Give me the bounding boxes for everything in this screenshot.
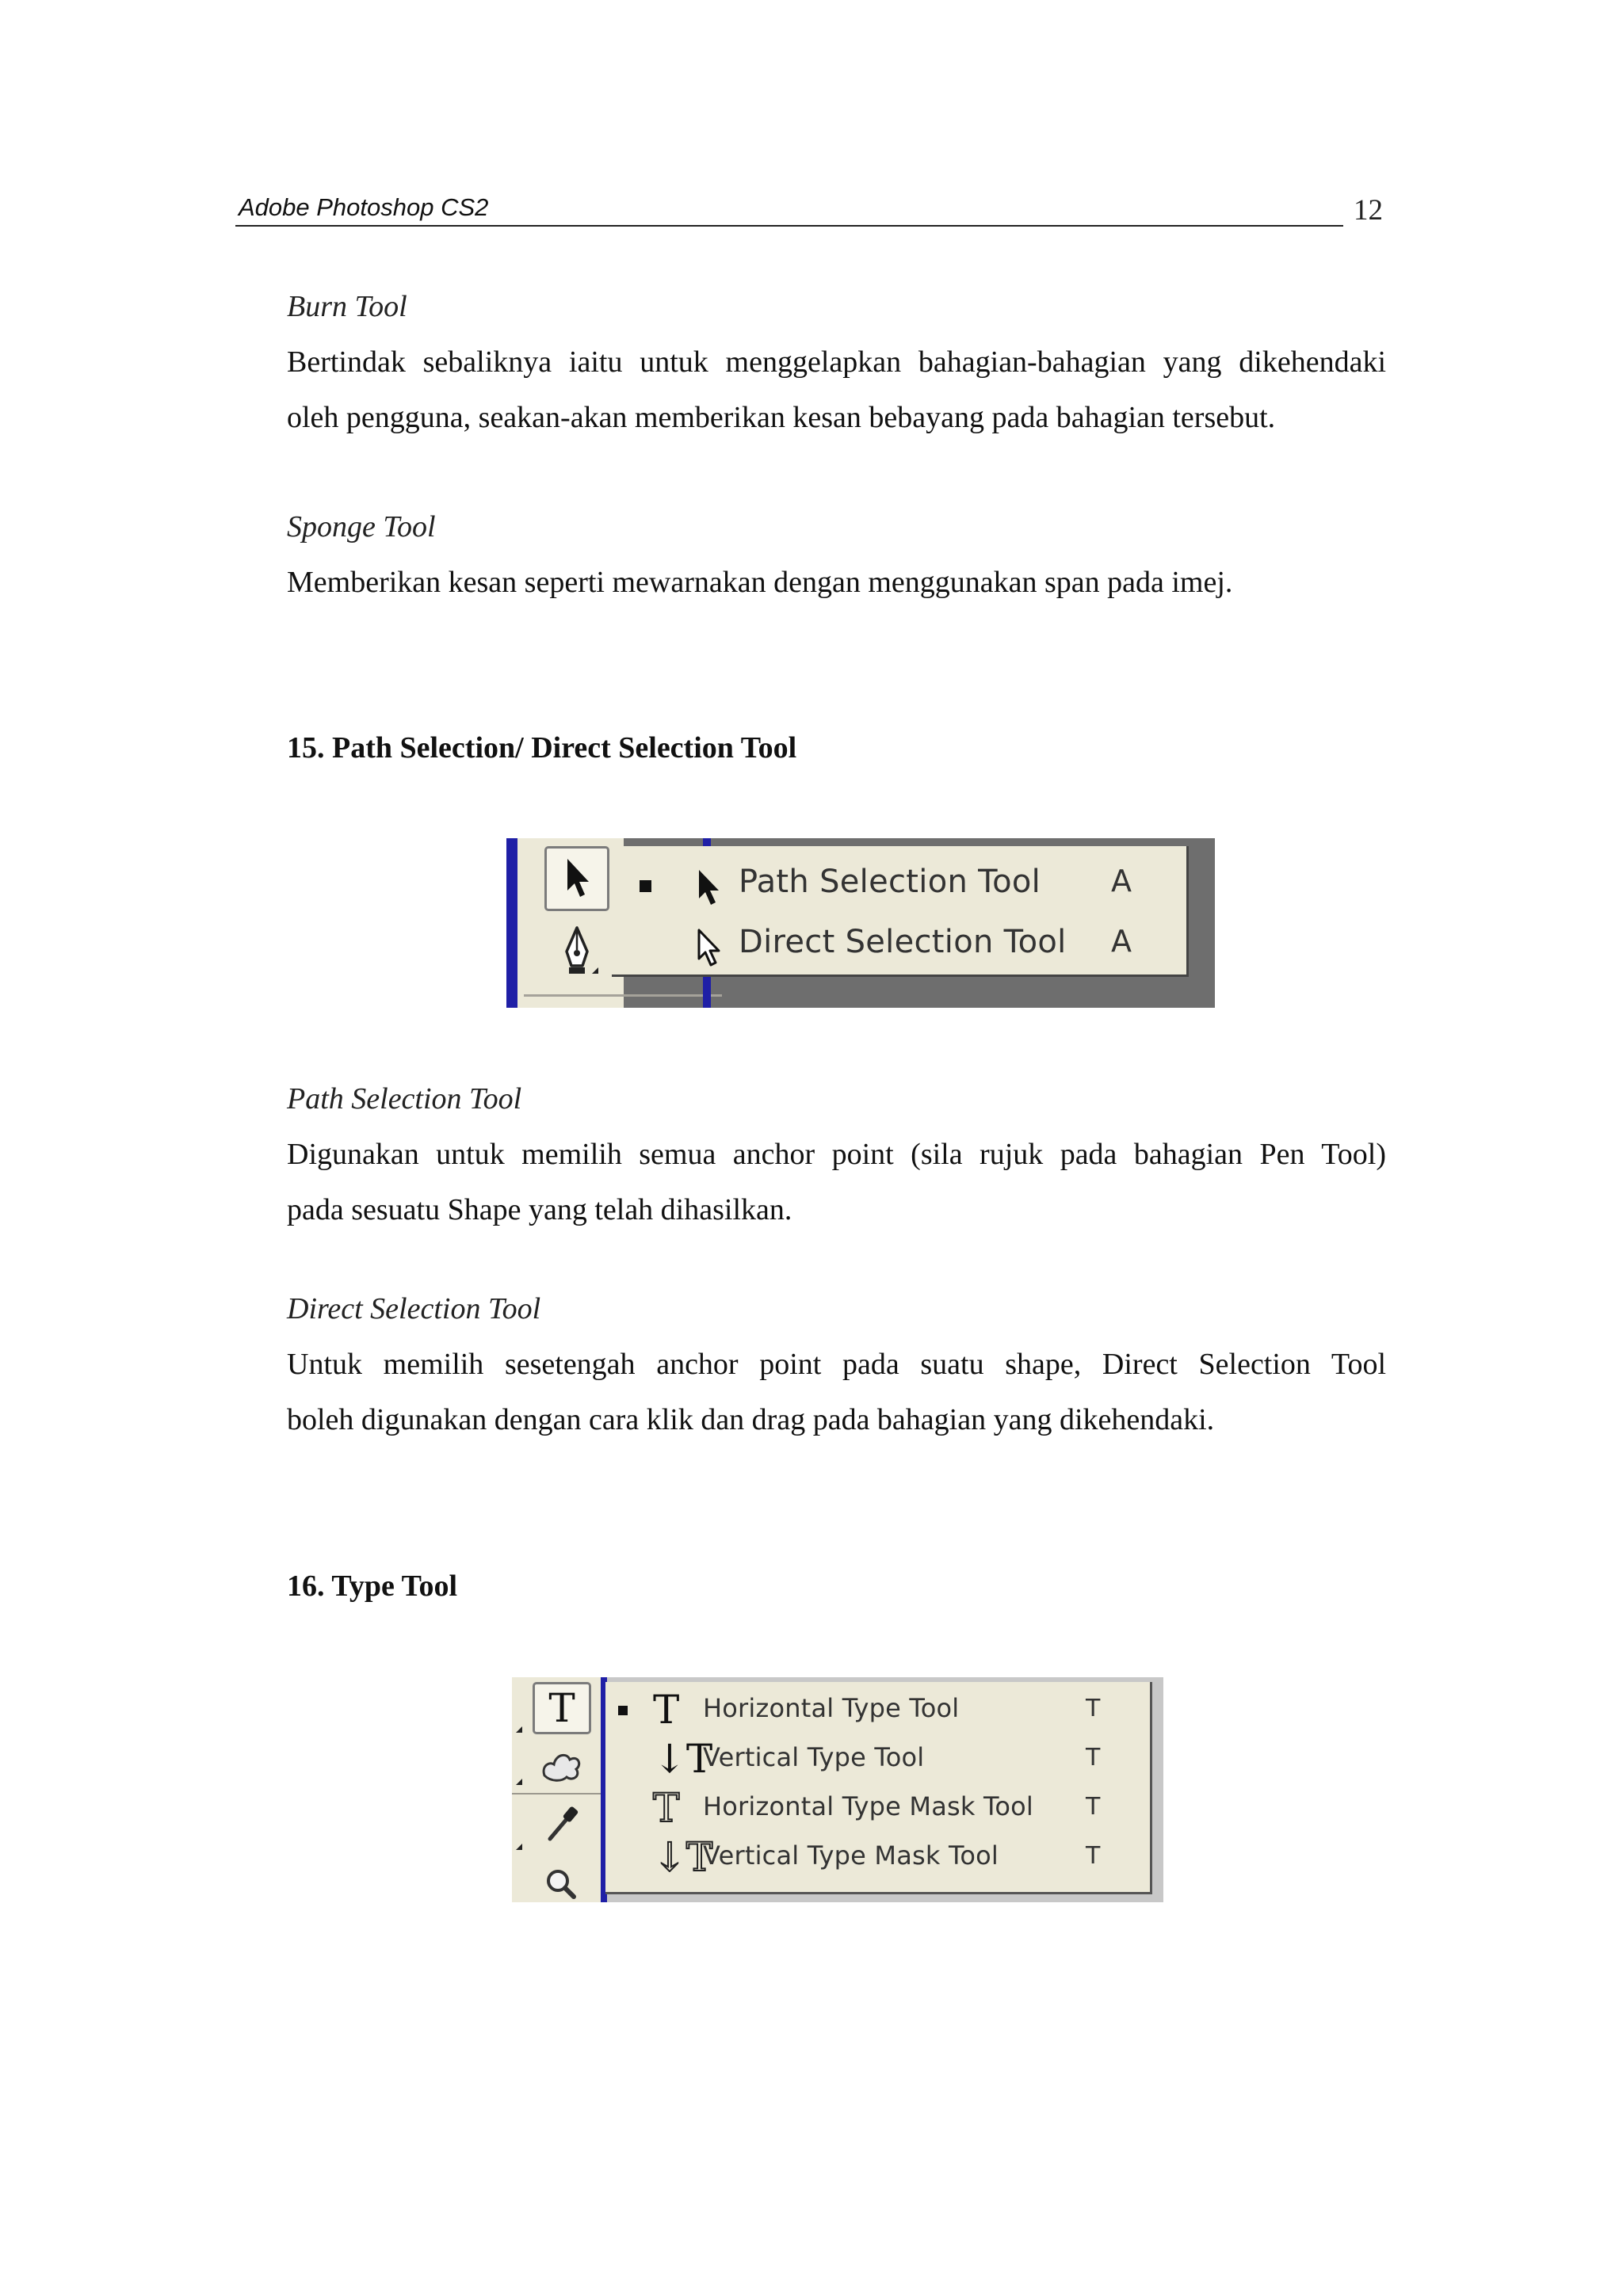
- burn-tool-heading: Burn Tool: [287, 290, 407, 323]
- toolbox-separator: [512, 1793, 605, 1794]
- menu-item-horizontal-type-mask[interactable]: [605, 1783, 1144, 1833]
- custom-shape-tool-button[interactable]: [533, 1741, 591, 1788]
- zoom-tool-button[interactable]: [533, 1861, 591, 1902]
- menu-item-label: Vertical Type Mask Tool: [703, 1840, 999, 1871]
- selected-bullet-icon: [618, 1706, 628, 1715]
- solid-arrow-icon: [693, 867, 724, 910]
- running-header: [235, 190, 1343, 227]
- vertical-type-icon: ↓T: [653, 1736, 713, 1782]
- menu-item-label: Horizontal Type Tool: [703, 1693, 960, 1723]
- burn-tool-line-1: Bertindak sebaliknya iaitu untuk menggelapkan bahagian-bahagian yang dikehendaki: [287, 345, 1386, 379]
- flyout-menu: [605, 1682, 1152, 1894]
- toolbox-panel: [512, 1677, 605, 1902]
- horizontal-type-mask-icon: T: [653, 1785, 680, 1831]
- menu-item-vertical-type-mask[interactable]: [605, 1833, 1144, 1882]
- magnifier-icon: [542, 1865, 582, 1902]
- sponge-tool-line-1: Memberikan kesan seperti mewarnakan dengan menggunakan span pada imej.: [287, 566, 1233, 599]
- flyout-indicator-icon: [516, 1779, 522, 1785]
- type-tool-icon: T: [548, 1685, 575, 1731]
- flyout-indicator-icon: [516, 1844, 522, 1850]
- pen-tool-button[interactable]: [549, 920, 605, 983]
- direct-selection-line-2: boleh digunakan dengan cara klik dan drag pada bahagian yang dikehendaki.: [287, 1403, 1215, 1436]
- type-tool-flyout-screenshot: [512, 1677, 1163, 1902]
- path-selection-line-1: Digunakan untuk memilih semua anchor point (sila rujuk pada bahagian Pen Tool): [287, 1138, 1386, 1171]
- solid-arrow-icon: [559, 856, 594, 902]
- flyout-menu: [612, 846, 1189, 977]
- document-title: Adobe Photoshop CS2: [239, 193, 489, 221]
- menu-item-label: Vertical Type Tool: [703, 1742, 925, 1772]
- menu-item-label: Horizontal Type Mask Tool: [703, 1791, 1033, 1821]
- path-selection-line-2: pada sesuatu Shape yang telah dihasilkan.: [287, 1193, 792, 1226]
- section-16-heading: 16. Type Tool: [287, 1569, 458, 1603]
- direct-selection-heading: Direct Selection Tool: [287, 1292, 541, 1325]
- menu-item-shortcut: A: [1111, 864, 1132, 898]
- burn-tool-line-2: oleh pengguna, seakan-akan memberikan kesan bebayang pada bahagian tersebut.: [287, 401, 1276, 434]
- path-selection-flyout-screenshot: [506, 838, 1215, 1008]
- horizontal-type-icon: T: [653, 1687, 680, 1733]
- eyedropper-tool-button[interactable]: [533, 1800, 591, 1848]
- section-15-heading: 15. Path Selection/ Direct Selection Tool: [287, 731, 797, 765]
- flyout-indicator-icon: [516, 1726, 522, 1733]
- direct-selection-line-1: Untuk memilih sesetengah anchor point pada suatu shape, Direct Selection Tool: [287, 1348, 1386, 1381]
- menu-item-path-selection[interactable]: [612, 856, 1167, 911]
- menu-item-shortcut: T: [1086, 1695, 1101, 1722]
- page-number: 12: [1354, 194, 1383, 227]
- type-tool-button[interactable]: [533, 1682, 591, 1734]
- menu-item-horizontal-type[interactable]: [605, 1685, 1144, 1734]
- vertical-type-mask-icon: ↓T: [653, 1834, 713, 1880]
- menu-item-shortcut: T: [1086, 1744, 1101, 1772]
- menu-item-vertical-type[interactable]: [605, 1734, 1144, 1783]
- menu-item-shortcut: T: [1086, 1793, 1101, 1821]
- path-selection-heading: Path Selection Tool: [287, 1082, 522, 1116]
- selected-bullet-icon: [640, 880, 651, 892]
- hollow-arrow-icon: [693, 927, 724, 970]
- menu-item-shortcut: A: [1111, 924, 1132, 959]
- menu-item-direct-selection[interactable]: [612, 916, 1167, 971]
- toolbox-separator: [524, 994, 722, 997]
- custom-shape-icon: [538, 1745, 586, 1783]
- path-selection-tool-button[interactable]: [544, 846, 609, 911]
- menu-item-shortcut: T: [1086, 1842, 1101, 1870]
- menu-item-label: Path Selection Tool: [739, 864, 1041, 900]
- sponge-tool-heading: Sponge Tool: [287, 510, 436, 543]
- toolbox-panel: [517, 838, 624, 1008]
- window-edge: [506, 838, 517, 1008]
- menu-item-label: Direct Selection Tool: [739, 924, 1067, 960]
- eyedropper-icon: [542, 1802, 582, 1845]
- pen-nib-icon: [556, 923, 598, 980]
